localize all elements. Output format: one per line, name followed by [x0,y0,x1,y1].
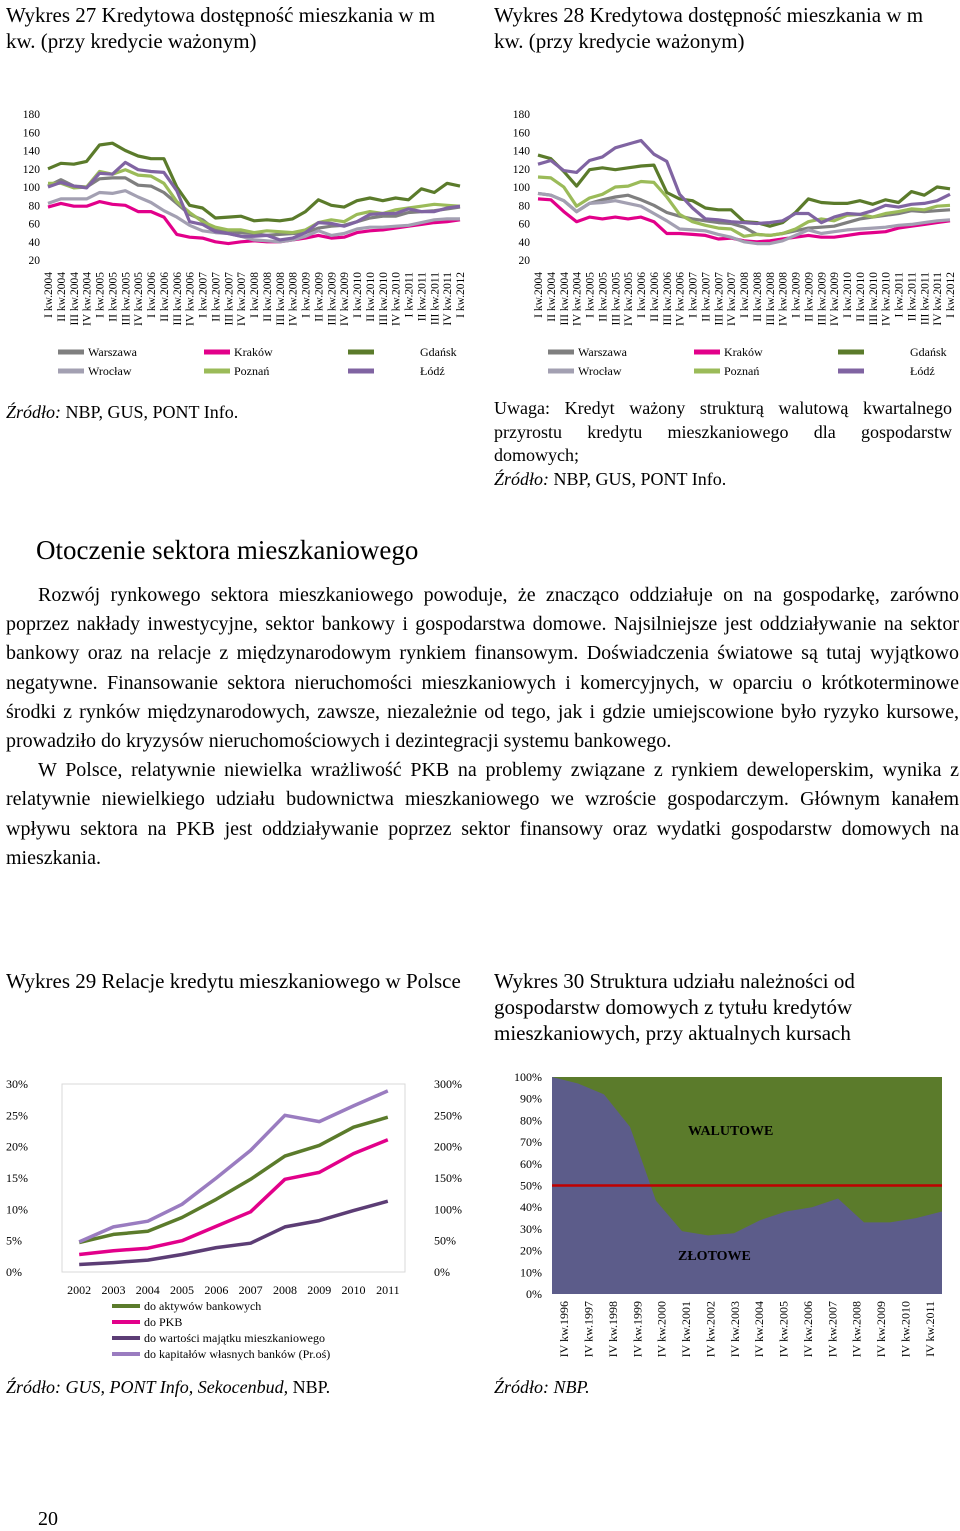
fig30-caption: Wykres 30 Struktura udziału należności od gospodarstw domowych z tytułu kredytów mieszkaniowych, przy aktualnych kursach [494,969,855,1045]
fig30-ytick: 90% [520,1091,542,1106]
fig29-ytick-left: 0% [6,1265,22,1279]
fig29-ytick-right: 200% [434,1139,462,1154]
fig30-xtick: IV kw.2001 [679,1301,694,1358]
fig27-xtick: IV kw.2008 [287,272,300,326]
fig30-label-walutowe: WALUTOWE [688,1124,774,1139]
fig28-ytick: 60 [518,218,530,231]
paragraph-1: Rozwój rynkowego sektora mieszkaniowego powoduje, że znacząco oddziałuje on na gospodarkę, zarówno poprzez nakłady inwestycyjne, sektor bankowy i gospodarstwa domowe. Najsilniejsze jest oddziaływanie na sektor bankowy oraz na relacje z międzynarodowym rynkiem finansowym. Doświadczenia światowe są tutaj wyjątkowo negatywne. Finansowanie sektora nieruchomości mieszkaniowych i komercyjnych, w oparciu o krótkoterminowe środki z rynków międzynarodowych, zawsze, niezależnie od tego, jak i gdzie umiejscowione było ryzyko kursowe, prowadziło do kryzysów nieruchomościowych i dezintegracji systemu bankowego. [6,584,959,753]
fig27-xtick: I kw.2006 [146,272,158,318]
fig27-xtick: II kw.2007 [210,272,223,322]
fig28-xtick: IV kw.2006 [674,272,687,326]
fig30-ytick: 60% [520,1156,542,1171]
fig28-xtick: I kw.2009 [790,272,803,318]
fig28-xtick: II kw.2011 [906,272,919,322]
fig27-xtick: II kw.2004 [55,272,68,322]
fig30-xtick: IV kw.2008 [849,1301,864,1358]
fig30-source: Źródło: NBP. [494,1377,590,1397]
fig28-series-lodz [538,141,950,224]
fig27-xtick: I kw.2010 [352,272,364,318]
page-number: 20 [38,1508,58,1530]
fig27-xtick: III kw.2004 [68,272,81,326]
fig28-ytick: 120 [512,163,530,176]
fig29-xtick: 2008 [272,1283,297,1297]
fig28-xtick: III kw.2010 [867,272,880,326]
fig29-source: Źródło: GUS, PONT Info, Sekocenbud, NBP. [6,1377,331,1397]
fig27-ytick: 100 [22,182,40,194]
fig29-legend-do-pkb: do PKB [144,1315,183,1329]
fig27-legend-krakow: Kraków [234,345,273,359]
fig30-xtick: IV kw.2000 [654,1301,669,1358]
fig27-source: Źródło: NBP, GUS, PONT Info. [6,402,239,422]
fig28-legend-krakow: Kraków [724,345,763,359]
fig28-legend-lodz: Łódź [910,364,935,378]
paragraph-2: W Polsce, relatywnie niewielka wrażliwość PKB na problemy związane z rynkiem deweloperskim, wynika z relatywnie niewielkiego udziału budownictwa mieszkaniowego we wzroście gospodarczym. Głównym kanałem wpływu sektora na PKB jest oddziaływanie poprzez sektor finansowy oraz wydatki gospodarstw domowych na mieszkania. [6,759,959,869]
fig28-xtick: I kw.2007 [687,272,700,318]
fig30-chart [490,1065,960,1375]
fig27-xtick: I kw.2011 [403,272,416,318]
fig30-ytick: 40% [520,1200,542,1215]
fig27-xtick: I kw.2004 [43,272,55,318]
fig27-legend-lodz: Łódź [420,364,445,378]
fig28-xtick: II kw.2009 [803,272,816,322]
fig29-xtick: 2002 [67,1283,92,1297]
fig30-xtick: IV kw.2010 [898,1301,913,1358]
fig29-legend-do-kapitalow-wlasnych-bankow-pr-os: do kapitałów własnych banków (Pr.oś) [144,1347,331,1361]
fig29-ytick-left: 20% [6,1139,28,1154]
fig28-xtick: I kw.2005 [584,272,597,318]
fig28-legend-wroclaw: Wrocław [578,364,622,378]
fig29-ytick-right: 0% [434,1265,450,1279]
fig28-xtick: IV kw.2008 [777,272,790,326]
fig27-xtick: III kw.2005 [120,272,133,326]
fig28-legend-poznan: Poznań [724,364,760,378]
fig27-xtick: III kw.2011 [429,272,442,326]
fig28-xtick: I kw.2011 [893,272,906,318]
fig27-xtick: I kw.2012 [455,272,467,318]
fig29-ytick-left: 15% [6,1171,28,1185]
fig28-xtick: I kw.2004 [533,272,545,318]
fig28-xtick: IV kw.2009 [829,272,842,326]
fig27-xtick: IV kw.2009 [339,272,352,326]
fig29-series-do-pkb [79,1140,388,1255]
fig30-xtick: IV kw.2006 [800,1301,815,1358]
fig27-xtick: III kw.2007 [223,272,236,326]
fig27-xtick: II kw.2006 [158,272,171,322]
fig27-legend-warszawa: Warszawa [88,345,138,359]
fig29-legend-do-wartosci-majatku-mieszkaniowego: do wartości majątku mieszkaniowego [144,1331,325,1345]
fig29-xtick: 2005 [170,1283,195,1297]
fig29-ytick-left: 5% [6,1233,22,1248]
fig28-xtick: IV kw.2007 [726,272,739,326]
fig27-legend-gdansk: Gdańsk [420,345,457,359]
fig28-ytick: 100 [512,182,530,194]
fig29-ytick-right: 150% [434,1171,462,1185]
fig27-legend-wroclaw: Wrocław [88,364,132,378]
fig29-ytick-left: 30% [6,1077,28,1091]
fig28-xtick: IV kw.2011 [932,272,945,326]
fig28-ytick: 180 [512,109,530,121]
fig28-xtick: I kw.2006 [636,272,648,318]
fig28-xtick: II kw.2008 [751,272,764,322]
fig30-xtick: IV kw.1998 [605,1301,620,1358]
fig29-xtick: 2004 [135,1283,160,1297]
fig27-xtick: I kw.2009 [300,272,313,318]
fig30-ytick: 100% [514,1070,542,1084]
fig28-legend-warszawa: Warszawa [578,345,628,359]
fig27-xtick: IV kw.2005 [133,272,146,326]
fig27-ytick: 60 [28,218,40,231]
fig30-label-zlotowe: ZŁOTOWE [678,1249,751,1264]
fig28-ytick: 80 [518,200,530,213]
fig28-xtick: I kw.2010 [842,272,854,318]
fig30-xtick: IV kw.2005 [776,1301,791,1358]
fig27-xtick: II kw.2011 [416,272,429,322]
fig29-xtick: 2009 [307,1283,332,1297]
fig28-xtick: III kw.2005 [610,272,623,326]
section-title: Otoczenie sektora mieszkaniowego [36,535,419,565]
fig27-xtick: IV kw.2004 [81,272,94,326]
fig29-legend-do-aktywow-bankowych: do aktywów bankowych [144,1299,262,1313]
fig29-xtick: 2006 [204,1283,229,1297]
fig30-xtick: IV kw.2003 [727,1301,742,1358]
fig28-xtick: III kw.2011 [919,272,932,326]
fig29-ytick-right: 100% [434,1202,462,1217]
fig29-xtick: 2007 [238,1283,263,1297]
fig28-xtick: III kw.2009 [816,272,829,326]
fig28-xtick: IV kw.2005 [623,272,636,326]
fig28-xtick: IV kw.2004 [571,272,584,326]
fig27-xtick: IV kw.2010 [390,272,403,326]
fig30-ytick: 10% [520,1265,542,1280]
fig27-xtick: IV kw.2007 [236,272,249,326]
fig30-xtick: IV kw.2011 [922,1301,937,1357]
fig27-xtick: II kw.2010 [364,272,377,322]
fig29-ytick-left: 10% [6,1202,28,1217]
fig30-xtick: IV kw.2004 [752,1301,767,1358]
fig28-xtick: III kw.2006 [661,272,674,326]
fig28-xtick: III kw.2008 [764,272,777,326]
fig30-xtick: IV kw.2007 [825,1301,840,1358]
fig30-xtick: IV kw.1996 [557,1301,572,1358]
fig27-ytick: 120 [22,163,40,176]
fig29-ytick-right: 300% [434,1077,462,1091]
fig28-xtick: II kw.2007 [700,272,713,322]
fig29-ytick-right: 50% [434,1233,456,1248]
fig29-chart [0,1070,480,1370]
fig28-ytick: 160 [512,127,530,140]
fig28-ytick: 20 [518,255,530,267]
fig27-chart [0,100,470,390]
fig30-xtick: IV kw.2002 [703,1301,718,1358]
fig28-xtick: III kw.2004 [558,272,571,326]
fig27-xtick: I kw.2005 [94,272,107,318]
fig27-xtick: III kw.2008 [274,272,287,326]
fig27-xtick: II kw.2008 [261,272,274,322]
fig28-xtick: II kw.2004 [545,272,558,322]
fig29-ytick-right: 250% [434,1108,462,1123]
fig27-xtick: III kw.2006 [171,272,184,326]
fig28-xtick: II kw.2010 [854,272,867,322]
fig28-chart [490,100,960,390]
fig29-caption: Wykres 29 Relacje kredytu mieszkaniowego w Polsce [6,969,461,993]
fig27-xtick: I kw.2007 [197,272,210,318]
fig30-ytick: 20% [520,1243,542,1258]
fig28-xtick: I kw.2012 [945,272,957,318]
fig27-ytick: 20 [28,255,40,267]
fig29-xtick: 2011 [376,1283,400,1297]
fig29-xtick: 2010 [341,1283,366,1297]
fig27-xtick: II kw.2009 [313,272,326,322]
fig30-ytick: 0% [526,1287,542,1301]
fig30-ytick: 80% [520,1113,542,1128]
fig28-xtick: IV kw.2010 [880,272,893,326]
fig27-ytick: 180 [22,109,40,121]
fig29-xtick: 2003 [101,1283,126,1297]
fig30-ytick: 30% [520,1221,542,1236]
fig27-xtick: III kw.2009 [326,272,339,326]
fig27-xtick: I kw.2008 [249,272,261,318]
fig27-xtick: III kw.2010 [377,272,390,326]
fig28-xtick: II kw.2006 [648,272,661,322]
fig27-ytick: 160 [22,127,40,140]
fig28-xtick: III kw.2007 [713,272,726,326]
fig28-note: Uwaga: Kredyt ważony strukturą walutową kwartalnego przyrostu kredytu mieszkaniowego dla gospodarstw domowych; Źródło: NBP, GUS, PONT Info. [494,398,952,489]
fig30-ytick: 70% [520,1135,542,1150]
fig28-caption: Wykres 28 Kredytowa dostępność mieszkania w m kw. (przy kredycie ważonym) [494,3,924,53]
fig30-xtick: IV kw.1999 [630,1301,645,1358]
fig27-ytick: 80 [28,200,40,213]
fig28-ytick: 40 [518,236,530,249]
fig28-xtick: II kw.2005 [597,272,610,322]
fig30-ytick: 50% [520,1178,542,1193]
fig27-legend-poznan: Poznań [234,364,270,378]
fig29-ytick-left: 25% [6,1108,28,1123]
fig27-xtick: II kw.2005 [107,272,120,322]
fig28-legend-gdansk: Gdańsk [910,345,947,359]
fig28-xtick: I kw.2008 [739,272,751,318]
fig30-xtick: IV kw.2009 [874,1301,889,1358]
fig27-caption: Wykres 27 Kredytowa dostępność mieszkania w m kw. (przy kredycie ważonym) [6,3,436,53]
section-body [6,581,959,873]
fig27-ytick: 40 [28,236,40,249]
fig30-xtick: IV kw.1997 [581,1301,596,1358]
fig27-xtick: IV kw.2011 [442,272,455,326]
fig27-ytick: 140 [22,145,40,158]
fig28-ytick: 140 [512,145,530,158]
fig27-xtick: IV kw.2006 [184,272,197,326]
